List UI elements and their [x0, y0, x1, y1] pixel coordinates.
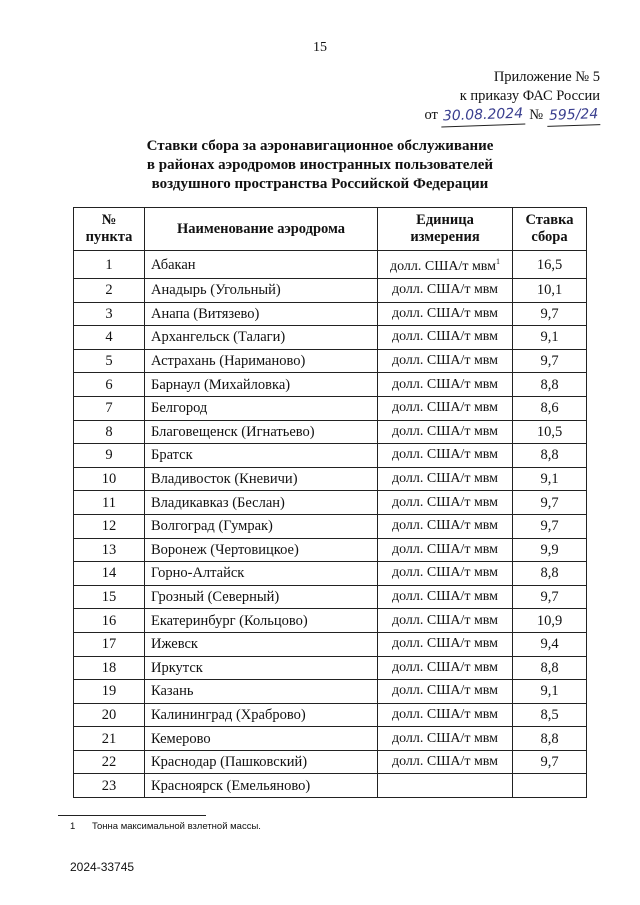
header-rate-line-1: Ставка — [525, 212, 574, 228]
rate-value — [513, 538, 587, 562]
aerodrome-name-text: Волгоград (Гумрак) — [151, 518, 273, 535]
rate-value-text: 9,1 — [540, 329, 559, 346]
row-number — [74, 703, 145, 727]
rate-value — [513, 349, 587, 373]
aerodrome-name-text: Краснодар (Пашковский) — [151, 754, 308, 771]
header-number-line-1: № — [101, 212, 117, 228]
row-number — [74, 444, 145, 468]
aerodrome-name-text: Екатеринбург (Кольцово) — [151, 612, 308, 629]
aerodrome-name-text: Воронеж (Чертовицкое) — [151, 541, 299, 558]
aerodrome-name — [145, 467, 378, 491]
row-number-text: 18 — [101, 659, 117, 676]
row-number-text: 8 — [105, 423, 113, 440]
table-row — [74, 750, 587, 774]
aerodrome-name — [145, 774, 378, 798]
row-number — [74, 349, 145, 373]
row-number — [74, 774, 145, 798]
row-number — [74, 562, 145, 586]
aerodrome-name — [145, 727, 378, 751]
rate-value — [513, 680, 587, 704]
aerodrome-name — [145, 444, 378, 468]
rate-value — [513, 585, 587, 609]
unit-of-measure-text: долл. США/т мвм — [391, 706, 499, 722]
aerodrome-name-text: Астрахань (Нариманово) — [151, 353, 306, 370]
unit-of-measure-text: долл. США/т мвм — [389, 259, 497, 274]
title-line-1: Ставки сбора за аэронавигационное обслуживание — [146, 138, 494, 154]
table-row — [74, 279, 587, 303]
unit-of-measure-text: долл. США/т мвм — [391, 730, 499, 746]
rate-value-text: 10,5 — [536, 423, 563, 440]
date-prefix: от — [424, 107, 438, 123]
rate-value — [513, 703, 587, 727]
row-number — [74, 279, 145, 303]
row-number — [74, 727, 145, 751]
table-row — [74, 514, 587, 538]
aerodrome-name-text: Грозный (Северный) — [151, 589, 280, 606]
row-number — [74, 538, 145, 562]
unit-of-measure-text: долл. США/т мвм — [391, 282, 499, 298]
rate-value — [513, 326, 587, 350]
rate-value-text: 9,7 — [540, 754, 559, 771]
aerodrome-name-text: Горно-Алтайск — [151, 565, 245, 582]
rate-value-text: 8,6 — [540, 400, 559, 417]
row-number-text: 13 — [101, 541, 117, 558]
appendix-line-2: к приказу ФАС России — [459, 88, 600, 104]
rate-value — [513, 774, 587, 798]
row-number — [74, 632, 145, 656]
rate-value-text: 10,9 — [536, 612, 563, 629]
aerodrome-name — [145, 302, 378, 326]
table-body — [74, 251, 587, 798]
unit-of-measure — [378, 538, 513, 562]
row-number — [74, 491, 145, 515]
table-row — [74, 349, 587, 373]
aerodrome-name — [145, 349, 378, 373]
rate-value — [513, 302, 587, 326]
footnote-divider — [58, 815, 206, 816]
aerodrome-name — [145, 585, 378, 609]
unit-of-measure — [378, 373, 513, 397]
rate-value — [513, 632, 587, 656]
row-number-text: 7 — [105, 400, 113, 417]
row-number-text: 19 — [101, 683, 117, 700]
header-number — [74, 208, 145, 251]
unit-of-measure — [378, 585, 513, 609]
header-rate-line-2: сбора — [531, 229, 568, 245]
aerodrome-name — [145, 373, 378, 397]
aerodrome-name-text: Иркутск — [151, 659, 203, 676]
aerodrome-name — [145, 538, 378, 562]
aerodrome-name — [145, 420, 378, 444]
unit-of-measure — [378, 279, 513, 303]
aerodrome-name — [145, 656, 378, 680]
aerodrome-name — [145, 750, 378, 774]
table-row — [74, 251, 587, 279]
unit-of-measure — [378, 774, 513, 798]
unit-of-measure-text: долл. США/т мвм — [391, 329, 499, 345]
rate-value-text: 8,8 — [540, 447, 559, 464]
rate-value — [513, 750, 587, 774]
table-row — [74, 680, 587, 704]
rate-value — [513, 279, 587, 303]
row-number-text: 9 — [105, 447, 113, 464]
aerodrome-name-text: Абакан — [151, 256, 196, 273]
row-number — [74, 302, 145, 326]
aerodrome-name — [145, 251, 378, 279]
rate-value — [513, 251, 587, 279]
rate-value-text: 8,8 — [540, 730, 559, 747]
table-row — [74, 420, 587, 444]
aerodrome-name — [145, 632, 378, 656]
rate-value-text: 9,7 — [540, 353, 559, 370]
rate-value-text: 9,1 — [540, 471, 559, 488]
row-number-text: 15 — [101, 589, 117, 606]
footnote-mark: 1 — [70, 821, 76, 832]
document-id: 2024-33745 — [70, 860, 135, 874]
row-number-text: 11 — [102, 494, 116, 511]
footnote-text: Тонна максимальной взлетной массы. — [91, 821, 261, 832]
unit-of-measure — [378, 444, 513, 468]
aerodrome-name-text: Владивосток (Кневичи) — [151, 471, 298, 488]
aerodrome-name — [145, 514, 378, 538]
rate-value — [513, 373, 587, 397]
table-row — [74, 444, 587, 468]
footnote — [70, 821, 261, 832]
aerodrome-name — [145, 680, 378, 704]
unit-of-measure-text: долл. США/т мвм — [391, 565, 499, 581]
row-number — [74, 251, 145, 279]
aerodrome-name — [145, 326, 378, 350]
appendix-header — [424, 68, 600, 126]
aerodrome-name-text: Братск — [151, 447, 193, 464]
row-number — [74, 585, 145, 609]
table-row — [74, 396, 587, 420]
row-number-text: 20 — [101, 706, 117, 723]
aerodrome-name-text: Владикавказ (Беслан) — [151, 494, 285, 511]
rates-table — [73, 207, 587, 798]
aerodrome-name — [145, 703, 378, 727]
rate-value — [513, 420, 587, 444]
row-number — [74, 680, 145, 704]
table-header-row — [74, 208, 587, 251]
table-row — [74, 562, 587, 586]
row-number — [74, 396, 145, 420]
row-number — [74, 656, 145, 680]
table-row — [74, 491, 587, 515]
unit-of-measure — [378, 632, 513, 656]
row-number-text: 21 — [101, 730, 117, 747]
unit-of-measure-text: долл. США/т мвм — [391, 754, 499, 770]
row-number — [74, 514, 145, 538]
aerodrome-name-text: Ижевск — [151, 636, 198, 653]
rate-value-text: 9,7 — [540, 494, 559, 511]
rate-value-text: 9,7 — [540, 589, 559, 606]
unit-of-measure — [378, 467, 513, 491]
row-number-text: 12 — [101, 518, 117, 535]
rate-value — [513, 396, 587, 420]
rate-value-text: 9,9 — [540, 541, 559, 558]
aerodrome-name-text: Белгород — [151, 400, 208, 417]
row-number — [74, 467, 145, 491]
aerodrome-name — [145, 279, 378, 303]
unit-of-measure-text: долл. США/т мвм — [391, 447, 499, 463]
unit-of-measure — [378, 491, 513, 515]
unit-of-measure-text: долл. США/т мвм — [391, 518, 499, 534]
unit-of-measure — [378, 349, 513, 373]
row-number — [74, 420, 145, 444]
rate-value-text: 16,5 — [536, 256, 563, 273]
unit-of-measure-text: долл. США/т мвм — [391, 636, 499, 652]
rate-value — [513, 444, 587, 468]
unit-of-measure — [378, 609, 513, 633]
rate-value — [513, 727, 587, 751]
number-prefix: № — [529, 107, 544, 123]
unit-of-measure-text: долл. США/т мвм — [391, 423, 499, 439]
row-number-text: 2 — [105, 282, 113, 299]
unit-of-measure — [378, 680, 513, 704]
header-unit-line-1: Единица — [416, 212, 474, 228]
aerodrome-name-text: Анапа (Витязево) — [151, 305, 260, 322]
row-number-text: 16 — [101, 612, 117, 629]
rate-value-text: 8,8 — [540, 565, 559, 582]
table-row — [74, 538, 587, 562]
page-number: 15 — [313, 40, 327, 55]
unit-of-measure-text: долл. США/т мвм — [391, 683, 499, 699]
aerodrome-name-text: Калининград (Храброво) — [151, 706, 306, 723]
aerodrome-name-text: Благовещенск (Игнатьево) — [151, 423, 315, 440]
appendix-line-3 — [424, 106, 600, 126]
unit-of-measure — [378, 420, 513, 444]
rate-value — [513, 514, 587, 538]
rate-value-text: 9,4 — [540, 636, 559, 653]
row-number-text: 23 — [101, 777, 117, 794]
header-number-line-2: пункта — [85, 229, 133, 245]
handwritten-date: 30.08.2024 — [441, 105, 526, 128]
unit-of-measure — [378, 750, 513, 774]
header-unit — [378, 208, 513, 251]
unit-of-measure-text: долл. США/т мвм — [391, 376, 499, 392]
table-row — [74, 727, 587, 751]
table-row — [74, 467, 587, 491]
table-row — [74, 703, 587, 727]
row-number-text: 3 — [105, 305, 113, 322]
row-number — [74, 326, 145, 350]
row-number — [74, 373, 145, 397]
row-number-text: 14 — [101, 565, 117, 582]
title-line-2: в районах аэродромов иностранных пользователей — [146, 157, 494, 173]
row-number-text: 22 — [101, 754, 117, 771]
table-row — [74, 302, 587, 326]
rate-value — [513, 467, 587, 491]
row-number — [74, 750, 145, 774]
aerodrome-name-text: Красноярск (Емельяново) — [151, 777, 311, 794]
rate-value-text: 8,8 — [540, 376, 559, 393]
unit-of-measure-text: долл. США/т мвм — [391, 305, 499, 321]
rate-value — [513, 656, 587, 680]
unit-of-measure — [378, 251, 513, 279]
unit-of-measure-text: долл. США/т мвм — [391, 353, 499, 369]
unit-of-measure-text: долл. США/т мвм — [391, 612, 499, 628]
table-row — [74, 609, 587, 633]
rate-value-text: 9,1 — [540, 683, 559, 700]
table-row — [74, 774, 587, 798]
table-row — [74, 656, 587, 680]
row-number-text: 6 — [105, 376, 113, 393]
table-row — [74, 326, 587, 350]
aerodrome-name-text: Анадырь (Угольный) — [151, 282, 281, 299]
unit-of-measure-text: долл. США/т мвм — [391, 659, 499, 675]
aerodrome-name — [145, 396, 378, 420]
appendix-line-1: Приложение № 5 — [493, 69, 600, 85]
title-line-3: воздушного пространства Российской Федерации — [151, 176, 489, 192]
unit-of-measure — [378, 326, 513, 350]
aerodrome-name-text: Архангельск (Талаги) — [151, 329, 286, 346]
aerodrome-name-text: Казань — [151, 683, 194, 700]
rate-value — [513, 609, 587, 633]
rate-value-text: 8,8 — [540, 659, 559, 676]
header-unit-line-2: измерения — [410, 229, 480, 245]
unit-of-measure-text: долл. США/т мвм — [391, 541, 499, 557]
footnote-reference: 1 — [496, 257, 501, 266]
handwritten-order-number: 595/24 — [546, 105, 600, 127]
table-row — [74, 585, 587, 609]
unit-of-measure — [378, 703, 513, 727]
row-number-text: 1 — [105, 256, 113, 273]
unit-of-measure-text: долл. США/т мвм — [391, 494, 499, 510]
aerodrome-name-text: Кемерово — [151, 730, 211, 747]
aerodrome-name — [145, 609, 378, 633]
rate-value — [513, 491, 587, 515]
row-number-text: 10 — [101, 471, 117, 488]
document-title — [0, 137, 640, 194]
rate-value — [513, 562, 587, 586]
unit-of-measure — [378, 656, 513, 680]
table-row — [74, 373, 587, 397]
table-row — [74, 632, 587, 656]
rate-value-text: 10,1 — [536, 282, 563, 299]
row-number-text: 4 — [105, 329, 113, 346]
rate-value-text: 9,7 — [540, 305, 559, 322]
unit-of-measure — [378, 562, 513, 586]
row-number-text: 5 — [105, 353, 113, 370]
unit-of-measure — [378, 727, 513, 751]
row-number — [74, 609, 145, 633]
header-aerodrome-name: Наименование аэродрома — [145, 208, 378, 251]
row-number-text: 17 — [101, 636, 117, 653]
aerodrome-name — [145, 491, 378, 515]
unit-of-measure — [378, 396, 513, 420]
header-rate — [513, 208, 587, 251]
aerodrome-name — [145, 562, 378, 586]
aerodrome-name-text: Барнаул (Михайловка) — [151, 376, 291, 393]
unit-of-measure — [378, 514, 513, 538]
unit-of-measure-text: долл. США/т мвм — [391, 400, 499, 416]
rate-value-text: 9,7 — [540, 518, 559, 535]
rate-value-text: 8,5 — [540, 706, 559, 723]
unit-of-measure-text: долл. США/т мвм — [391, 589, 499, 605]
unit-of-measure-text: долл. США/т мвм — [391, 471, 499, 487]
unit-of-measure — [378, 302, 513, 326]
